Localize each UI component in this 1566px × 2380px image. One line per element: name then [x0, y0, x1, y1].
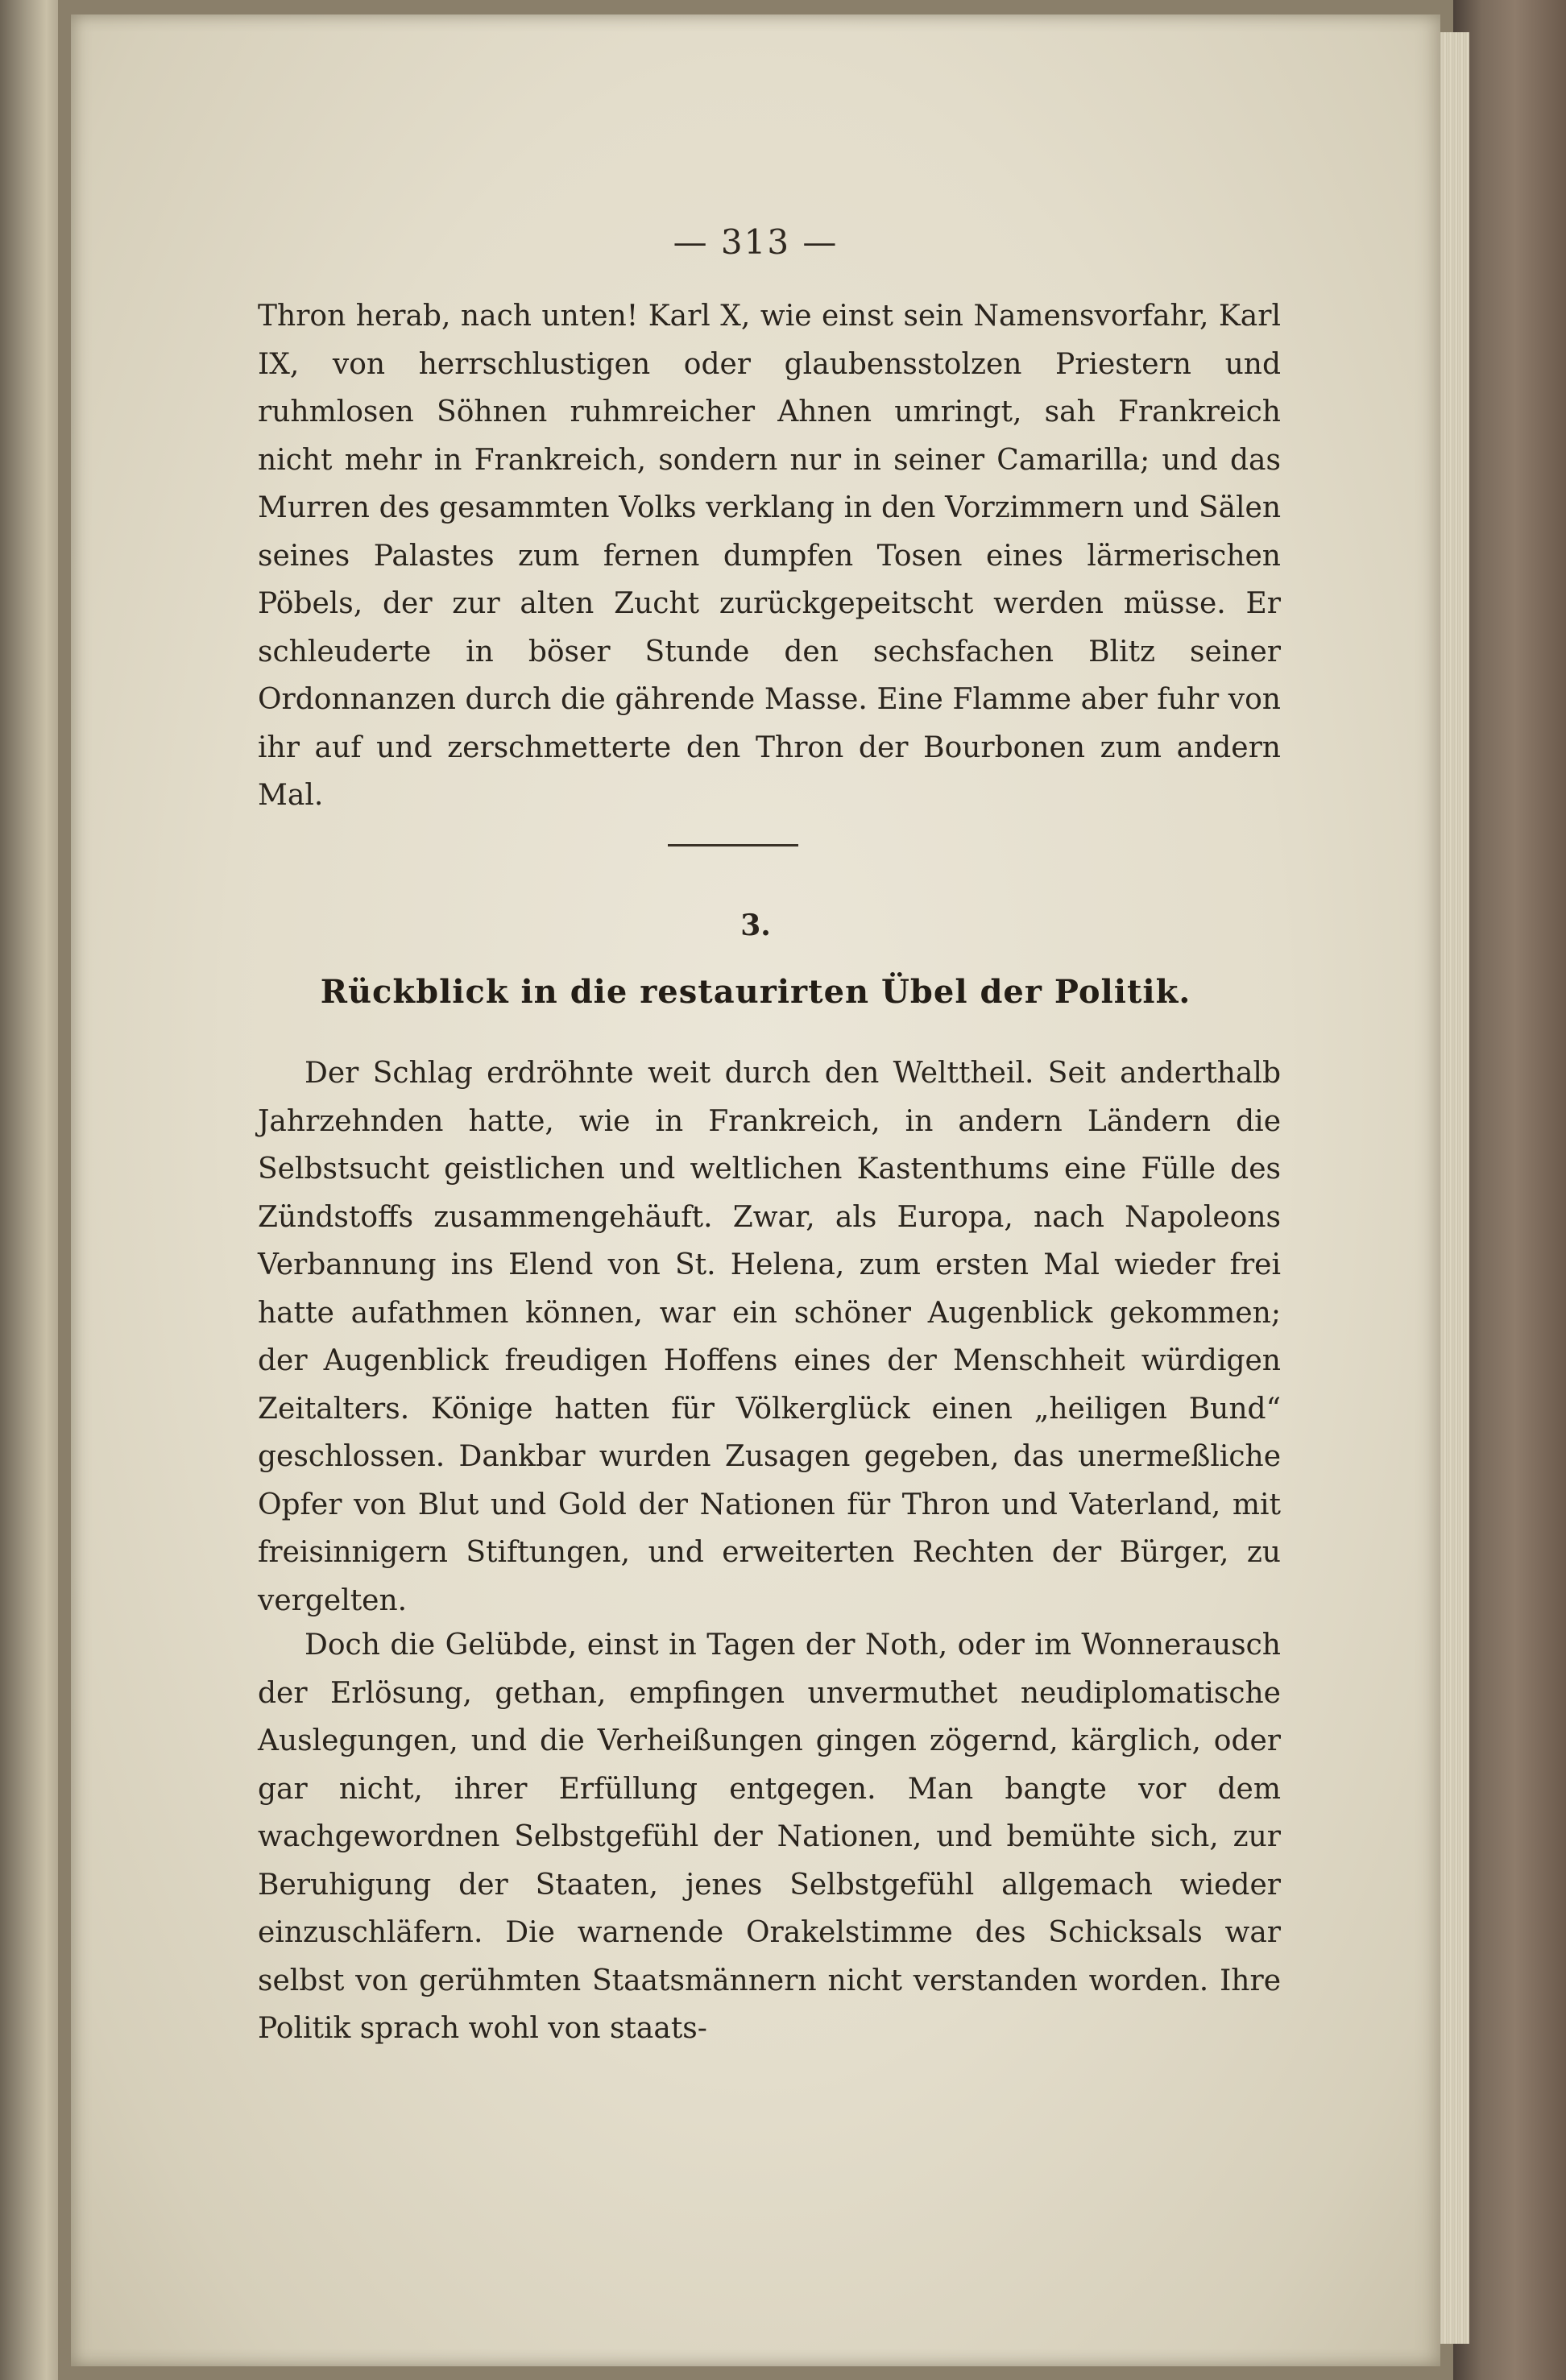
section-number: 3.: [740, 909, 771, 942]
book-page: [71, 14, 1440, 2366]
book-gutter-edge: [0, 0, 58, 2380]
page-number: — 313 —: [673, 222, 839, 262]
book-cover-board: [1453, 0, 1566, 2380]
paragraph-3: Doch die Gelübde, einst in Tagen der Noth, oder im Wonnerausch der Erlösung, gethan, empfingen unvermuthet neudiplomatische Auslegungen, und die Verheißungen gingen zögernd, kärglich, oder gar nicht, ihrer Erfüllung entgegen. Man bangte vor dem wachgewordnen Selbstgefühl der Nationen, und bemühte sich, zur Beruhigung der Staaten, jenes Selbstgefühl allgemach wieder einzuschläfern. Die warnende Orakelstimme des Schicksals war selbst von gerühmten Staatsmännern nicht verstanden worden. Ihre Politik sprach wohl von staats-: [258, 1629, 1281, 2045]
paragraph-1: Thron herab, nach unten! Karl X, wie einst sein Namensvorfahr, Karl IX, von herrschlustigen oder glaubensstolzen Priestern und ruhmlosen Söhnen ruhmreicher Ahnen umringt, sah Frankreich nicht mehr in Frankreich, sondern nur in seiner Camarilla; und das Murren des gesammten Volks verklang in den Vorzimmern und Sälen seines Palastes zum fernen dumpfen Tosen eines lärmerischen Pöbels, der zur alten Zucht zurückgepeitscht werden müsse. Er schleuderte in böser Stunde den sechsfachen Blitz seiner Ordonnanzen durch die gährende Masse. Eine Flamme aber fuhr von ihr auf und zerschmetterte den Thron der Bourbonen zum andern Mal.: [258, 300, 1281, 812]
paragraph-2: Der Schlag erdröhnte weit durch den Welttheil. Seit anderthalb Jahrzehnden hatte, wie in Frankreich, in andern Ländern die Selbstsucht geistlichen und weltlichen Kastenthums eine Fülle des Zündstoffs zusammengehäuft. Zwar, als Europa, nach Napoleons Verbannung ins Elend von St. Helena, zum ersten Mal wieder frei hatte aufathmen können, war ein schöner Augenblick gekommen; der Augenblick freudigen Hoffens eines der Menschheit würdigen Zeitalters. Könige hatten für Völkerglück einen „heiligen Bund“ geschlossen. Dankbar wurden Zusagen gegeben, das unermeßliche Opfer von Blut und Gold der Nationen für Thron und Vaterland, mit freisinnigern Stiftungen, und erweiterten Rechten der Bürger, zu vergelten.: [258, 1057, 1281, 1617]
section-title: Rückblick in die restaurirten Übel der Politik.: [320, 973, 1191, 1011]
section-divider: [668, 844, 798, 846]
